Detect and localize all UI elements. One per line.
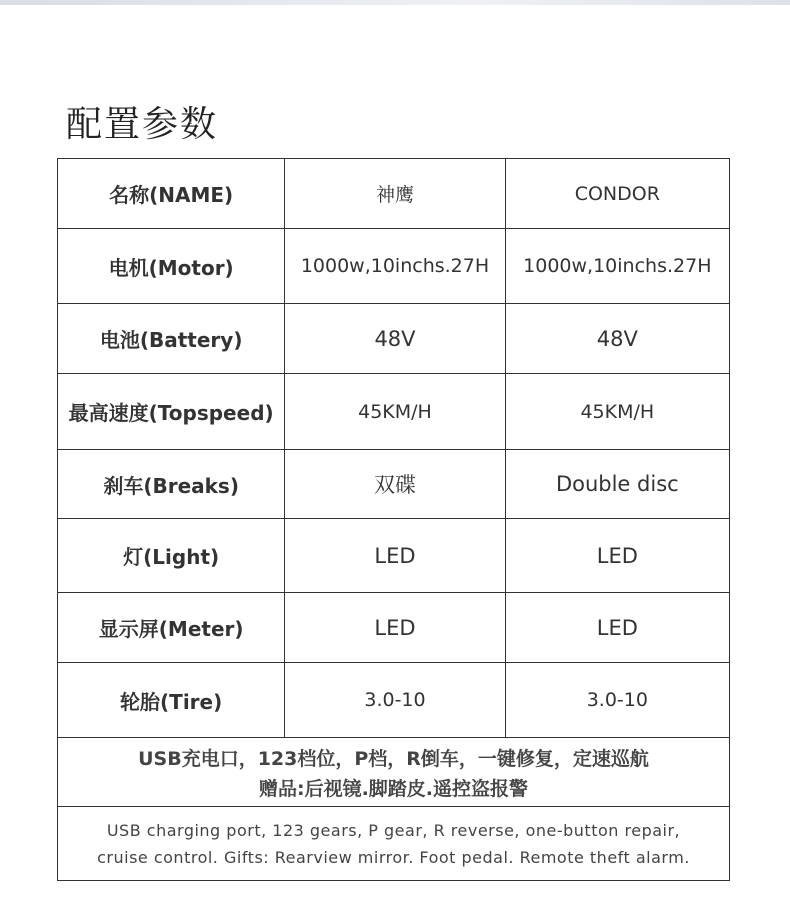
row-label: 最高速度(Topspeed) xyxy=(58,374,285,450)
features-cn-line-1: USB充电口，123档位，P档，R倒车，一键修复，定速巡航 xyxy=(138,748,649,770)
row-value-b: LED xyxy=(505,519,729,593)
features-cn-line-2: 赠品:后视镜.脚踏皮.遥控盗报警 xyxy=(258,778,529,800)
table-row-features-cn xyxy=(58,738,730,807)
features-en-line-2: cruise control. Gifts: Rearview mirror. Foot pedal. Remote theft alarm. xyxy=(97,847,690,867)
row-value-a: 45KM/H xyxy=(285,374,505,450)
row-value-a: LED xyxy=(285,519,505,593)
row-value-a: 3.0-10 xyxy=(285,663,505,738)
table-row-light xyxy=(58,519,730,593)
table-row-topspeed xyxy=(58,374,730,450)
features-cn-cell xyxy=(58,738,730,807)
row-value-a: 1000w,10inchs.27H xyxy=(285,229,505,304)
row-value-b: Double disc xyxy=(505,450,729,519)
row-label: 轮胎(Tire) xyxy=(58,663,285,738)
row-value-a: 48V xyxy=(285,304,505,374)
row-label: 灯(Light) xyxy=(58,519,285,593)
row-label: 电机(Motor) xyxy=(58,229,285,304)
features-en-cell xyxy=(58,807,730,881)
row-value-a: 双碟 xyxy=(285,450,505,519)
row-value-b: LED xyxy=(505,593,729,663)
row-label: 刹车(Breaks) xyxy=(58,450,285,519)
table-row-motor xyxy=(58,229,730,304)
spec-table xyxy=(57,158,730,881)
row-value-b: 45KM/H xyxy=(505,374,729,450)
table-row-breaks xyxy=(58,450,730,519)
page-title: 配置参数 xyxy=(66,104,219,146)
row-value-a: LED xyxy=(285,593,505,663)
header-value-a: 神鹰 xyxy=(285,159,505,229)
features-en-line-1: USB charging port, 123 gears, P gear, R reverse, one-button repair, xyxy=(106,820,681,840)
table-row-meter xyxy=(58,593,730,663)
top-decorative-strip xyxy=(0,0,790,5)
table-row-features-en xyxy=(58,807,730,881)
header-value-b: CONDOR xyxy=(505,159,729,229)
row-value-b: 48V xyxy=(505,304,729,374)
row-value-b: 3.0-10 xyxy=(505,663,729,738)
table-header-row xyxy=(58,159,730,229)
row-label: 显示屏(Meter) xyxy=(58,593,285,663)
table-row-tire xyxy=(58,663,730,738)
row-label: 电池(Battery) xyxy=(58,304,285,374)
header-label: 名称(NAME) xyxy=(58,159,285,229)
table-row-battery xyxy=(58,304,730,374)
row-value-b: 1000w,10inchs.27H xyxy=(505,229,729,304)
